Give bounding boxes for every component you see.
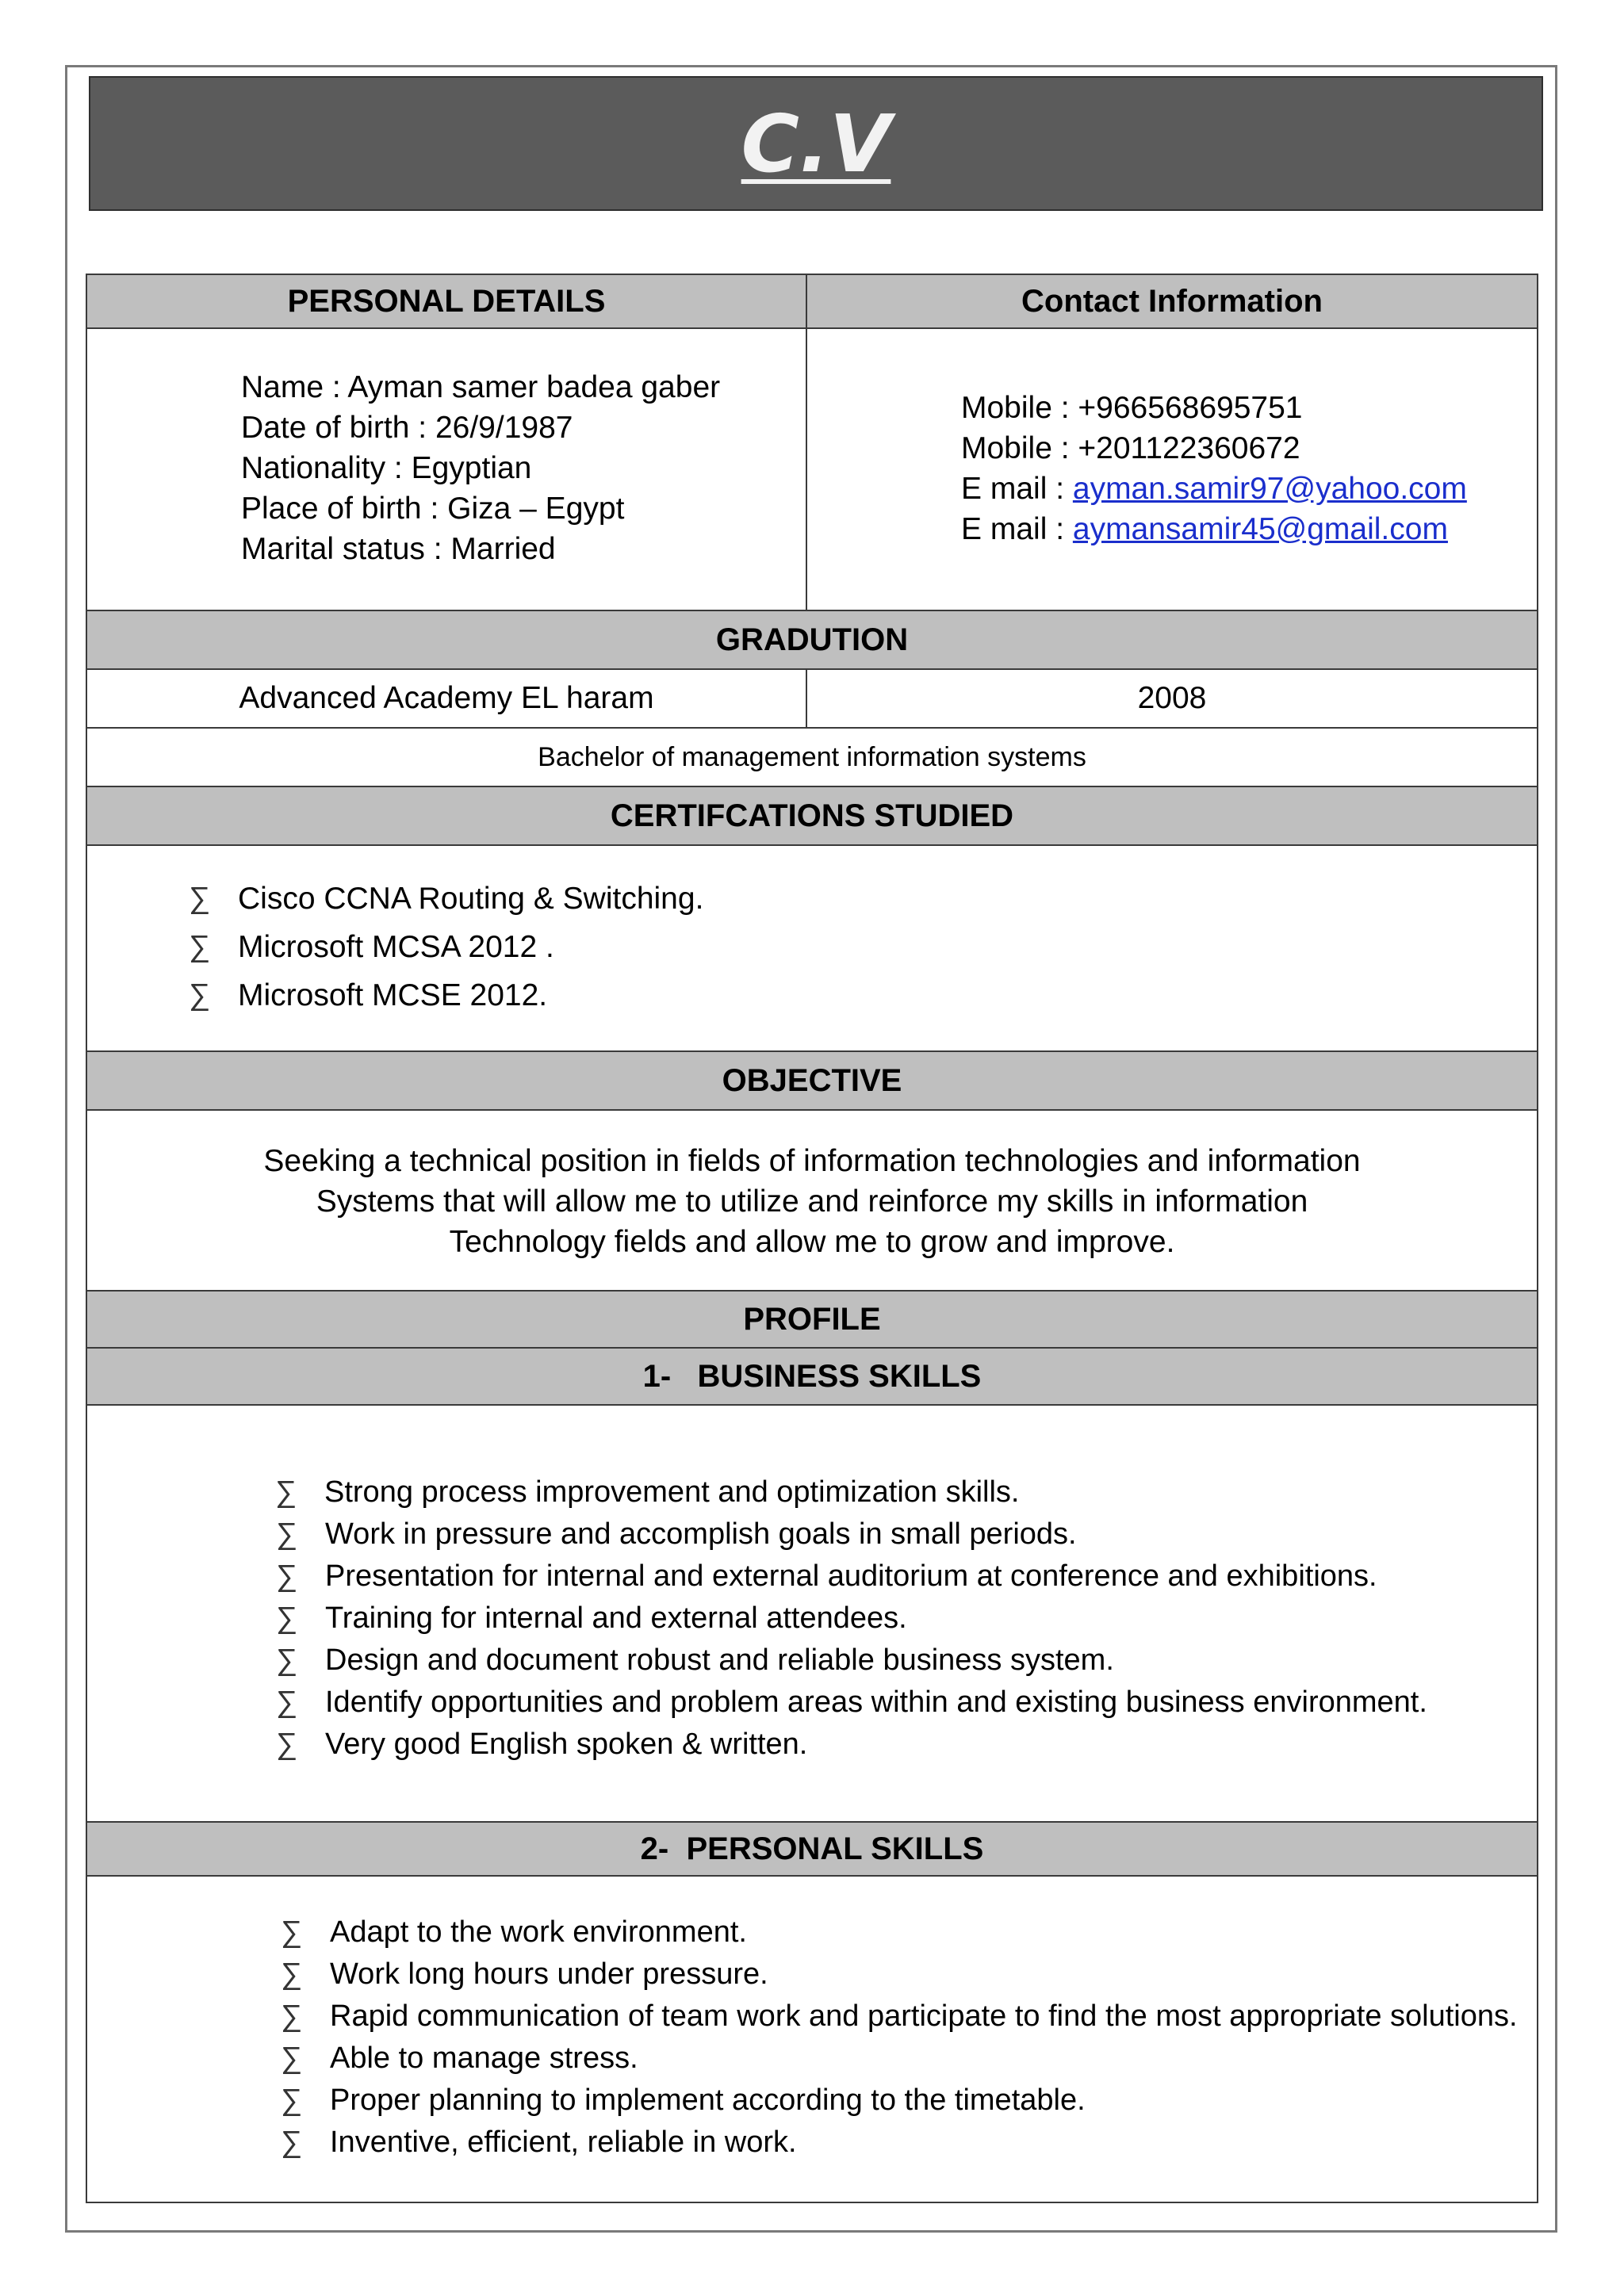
sigma-bullet-icon: ∑ — [281, 1999, 303, 2033]
certifications-body — [86, 844, 1538, 1052]
list-item — [281, 1911, 1537, 1954]
cert-text: Microsoft MCSE 2012. — [238, 978, 548, 1012]
email-link-gmail[interactable]: aymansamir45@gmail.com — [1072, 512, 1448, 546]
graduation-year: 2008 — [1137, 681, 1207, 715]
skill-text: Design and document robust and reliable business system. — [325, 1644, 1114, 1677]
personal-details-heading: PERSONAL DETAILS — [87, 275, 807, 327]
sigma-bullet-icon: ∑ — [189, 978, 211, 1012]
list-item — [281, 1954, 1537, 1996]
email-line-2 — [961, 509, 1537, 549]
email-line-1 — [961, 469, 1537, 509]
cert-text: Cisco CCNA Routing & Switching. — [238, 881, 704, 916]
cert-text: Microsoft MCSA 2012 . — [238, 929, 554, 964]
sigma-bullet-icon: ∑ — [276, 1601, 298, 1635]
list-item — [189, 923, 1537, 971]
sigma-bullet-icon: ∑ — [281, 2126, 303, 2159]
mobile-number-1: +966568695751 — [1078, 391, 1303, 425]
list-item — [189, 874, 1537, 923]
mobile-number-2: +201122360672 — [1078, 431, 1300, 465]
list-item — [276, 1724, 1537, 1766]
sigma-bullet-icon: ∑ — [276, 1728, 298, 1761]
personal-details-list — [87, 329, 807, 610]
business-skills-body — [86, 1404, 1538, 1823]
list-item — [281, 2080, 1537, 2122]
mobile-line-1 — [961, 388, 1537, 428]
mobile-label: Mobile : — [961, 431, 1078, 465]
list-item — [276, 1513, 1537, 1556]
contact-list — [807, 329, 1537, 610]
objective-body — [86, 1109, 1538, 1292]
objective-line: Technology fields and allow me to grow and improve. — [449, 1225, 1175, 1259]
skill-text: Able to manage stress. — [330, 2042, 638, 2075]
skill-text: Proper planning to implement according to the timetable. — [330, 2084, 1086, 2117]
skill-text: Presentation for internal and external auditorium at conference and exhibitions. — [325, 1559, 1377, 1593]
sigma-bullet-icon: ∑ — [189, 882, 211, 915]
sigma-bullet-icon: ∑ — [275, 1475, 297, 1509]
email-link-yahoo[interactable]: ayman.samir97@yahoo.com — [1072, 472, 1467, 506]
sigma-bullet-icon: ∑ — [281, 2084, 303, 2117]
sigma-bullet-icon: ∑ — [276, 1644, 298, 1677]
contact-info-heading: Contact Information — [807, 275, 1537, 327]
skill-text: Training for internal and external attendees. — [325, 1601, 907, 1635]
title-banner — [89, 76, 1543, 211]
business-skills-title: 1- BUSINESS SKILLS — [642, 1358, 982, 1394]
business-skills-list — [87, 1406, 1537, 1766]
nationality-line: Nationality : Egyptian — [241, 451, 532, 485]
skill-text: Identify opportunities and problem areas within and existing business environment. — [325, 1686, 1427, 1719]
sigma-bullet-icon: ∑ — [281, 1957, 303, 1991]
business-skills-heading — [86, 1347, 1538, 1406]
mobile-line-2 — [961, 428, 1537, 469]
email-label: E mail : — [961, 472, 1073, 506]
birthplace-line: Place of birth : Giza – Egypt — [241, 492, 625, 526]
graduation-heading: GRADUTION — [86, 610, 1538, 670]
personal-contact-header-row — [86, 274, 1538, 329]
objective-heading: OBJECTIVE — [86, 1050, 1538, 1111]
skill-text: Inventive, efficient, reliable in work. — [330, 2126, 797, 2159]
personal-skills-heading — [86, 1821, 1538, 1877]
personal-contact-body — [86, 327, 1538, 611]
skill-text: Work in pressure and accomplish goals in small periods. — [325, 1517, 1077, 1551]
list-item — [276, 1640, 1537, 1682]
list-item — [281, 1996, 1537, 2038]
list-item — [281, 2038, 1537, 2080]
profile-heading: PROFILE — [86, 1290, 1538, 1349]
name-line: Name : Ayman samer badea gaber — [241, 370, 721, 404]
sigma-bullet-icon: ∑ — [276, 1517, 298, 1551]
personal-skills-title: 2- PERSONAL SKILLS — [640, 1831, 984, 1866]
certifications-list — [87, 846, 1537, 1020]
skill-text: Strong process improvement and optimization skills. — [324, 1475, 1020, 1509]
page-title: C.V — [741, 97, 891, 190]
personal-skills-list — [87, 1877, 1537, 2164]
skill-text: Very good English spoken & written. — [325, 1728, 808, 1761]
list-item — [276, 1598, 1537, 1640]
institution: Advanced Academy EL haram — [87, 670, 807, 727]
skill-text: Adapt to the work environment. — [330, 1915, 747, 1949]
objective-line: Systems that will allow me to utilize and reinforce my skills in information — [316, 1184, 1308, 1219]
certifications-heading: CERTIFCATIONS STUDIED — [86, 786, 1538, 846]
degree: Bachelor of management information systems — [86, 727, 1538, 787]
sigma-bullet-icon: ∑ — [281, 2042, 303, 2075]
list-item — [276, 1471, 1537, 1513]
skill-text: Work long hours under pressure. — [330, 1957, 768, 1991]
sigma-bullet-icon: ∑ — [281, 1915, 303, 1949]
graduation-row — [86, 668, 1538, 729]
list-item — [281, 2122, 1537, 2164]
list-item — [189, 971, 1537, 1020]
objective-line: Seeking a technical position in fields of information technologies and information — [263, 1144, 1361, 1178]
dob-line: Date of birth : 26/9/1987 — [241, 411, 573, 445]
mobile-label: Mobile : — [961, 391, 1078, 425]
sigma-bullet-icon: ∑ — [189, 930, 211, 963]
list-item — [276, 1556, 1537, 1598]
sigma-bullet-icon: ∑ — [276, 1559, 298, 1593]
list-item — [276, 1682, 1537, 1724]
marital-status-line: Marital status : Married — [241, 532, 556, 566]
personal-skills-body — [86, 1875, 1538, 2203]
skill-text: Rapid communication of team work and participate to find the most appropriate solutions. — [330, 1999, 1518, 2033]
sigma-bullet-icon: ∑ — [276, 1686, 298, 1719]
email-label: E mail : — [961, 512, 1073, 546]
